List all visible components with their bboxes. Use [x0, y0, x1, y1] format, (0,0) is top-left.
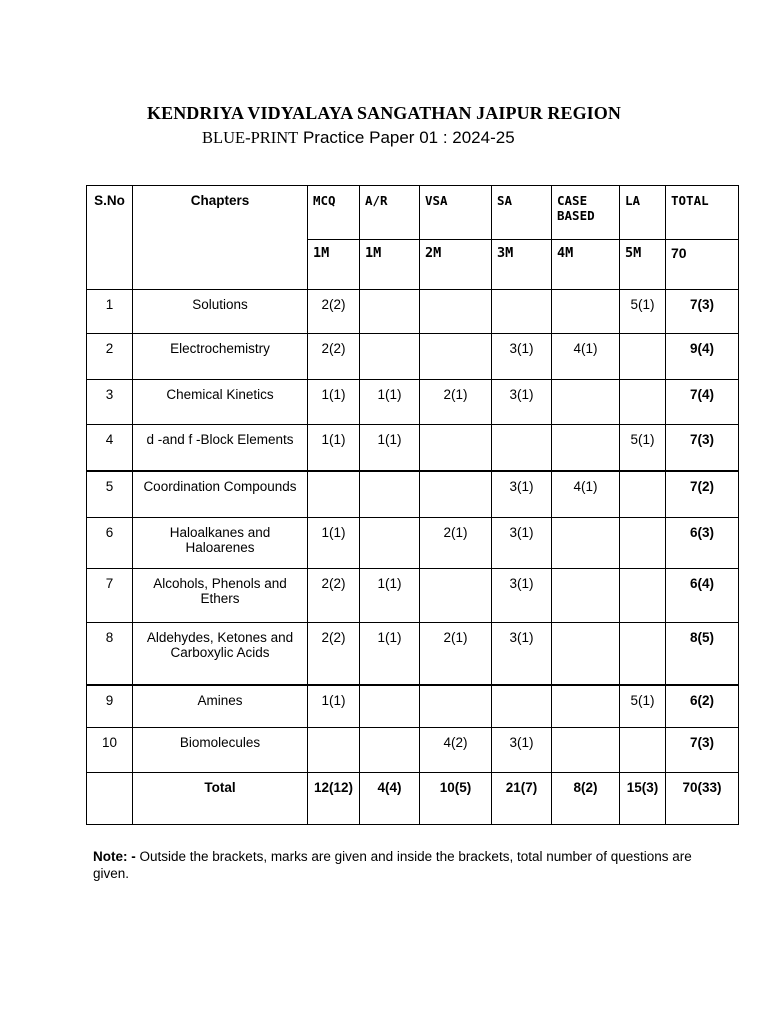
row-vsa: 2(1) — [420, 380, 492, 425]
table-row — [87, 425, 739, 471]
row-ar — [360, 518, 420, 569]
row-total: 7(4) — [666, 380, 739, 425]
row-sno: 3 — [87, 380, 133, 425]
table-row — [87, 290, 739, 334]
row-ar — [360, 685, 420, 728]
row-sa: 3(1) — [492, 380, 552, 425]
row-total: 6(3) — [666, 518, 739, 569]
row-sno: 8 — [87, 623, 133, 685]
row-sa: 3(1) — [492, 623, 552, 685]
row-ar — [360, 334, 420, 380]
row-chapter: Coordination Compounds — [133, 471, 308, 518]
blueprint-table — [86, 185, 739, 825]
marks-mcq: 1M — [308, 240, 360, 290]
row-sno: 6 — [87, 518, 133, 569]
row-la — [620, 623, 666, 685]
row-chapter: Electrochemistry — [133, 334, 308, 380]
row-mcq: 1(1) — [308, 425, 360, 471]
row-case: 4(1) — [552, 471, 620, 518]
marks-vsa: 2M — [420, 240, 492, 290]
row-mcq: 2(2) — [308, 569, 360, 623]
marks-case: 4M — [552, 240, 620, 290]
row-chapter: Haloalkanes and Haloarenes — [133, 518, 308, 569]
row-sno: 5 — [87, 471, 133, 518]
header-ar: A/R — [360, 186, 420, 240]
total-la: 15(3) — [620, 773, 666, 825]
row-sa: 3(1) — [492, 569, 552, 623]
row-sa: 3(1) — [492, 728, 552, 773]
row-vsa — [420, 334, 492, 380]
row-la — [620, 728, 666, 773]
row-sno: 7 — [87, 569, 133, 623]
row-case — [552, 380, 620, 425]
page-subtitle — [202, 128, 515, 148]
header-mcq: MCQ — [308, 186, 360, 240]
marks-total: 70 — [666, 240, 739, 290]
row-case — [552, 623, 620, 685]
table-row — [87, 380, 739, 425]
row-la — [620, 380, 666, 425]
row-sno: 1 — [87, 290, 133, 334]
total-ar: 4(4) — [360, 773, 420, 825]
row-la — [620, 518, 666, 569]
marks-sa: 3M — [492, 240, 552, 290]
row-case — [552, 290, 620, 334]
row-chapter: Biomolecules — [133, 728, 308, 773]
row-la: 5(1) — [620, 425, 666, 471]
row-chapter: d -and f -Block Elements — [133, 425, 308, 471]
table-row — [87, 334, 739, 380]
total-mcq: 12(12) — [308, 773, 360, 825]
header-chapters: Chapters — [133, 186, 308, 290]
row-total: 8(5) — [666, 623, 739, 685]
row-sa: 3(1) — [492, 471, 552, 518]
row-chapter: Amines — [133, 685, 308, 728]
header-la: LA — [620, 186, 666, 240]
row-total: 6(2) — [666, 685, 739, 728]
row-sa — [492, 685, 552, 728]
page-title: KENDRIYA VIDYALAYA SANGATHAN JAIPUR REGION — [147, 103, 621, 123]
row-total: 7(3) — [666, 728, 739, 773]
row-sa: 3(1) — [492, 518, 552, 569]
row-mcq: 1(1) — [308, 518, 360, 569]
row-chapter: Solutions — [133, 290, 308, 334]
row-case — [552, 518, 620, 569]
total-label: Total — [133, 773, 308, 825]
row-mcq — [308, 471, 360, 518]
note-text: Outside the brackets, marks are given and inside the brackets, total number of questions are given. — [93, 849, 692, 881]
marks-ar: 1M — [360, 240, 420, 290]
total-row — [87, 773, 739, 825]
row-mcq: 2(2) — [308, 290, 360, 334]
total-sno-empty — [87, 773, 133, 825]
row-total: 7(2) — [666, 471, 739, 518]
row-ar — [360, 471, 420, 518]
table-row — [87, 623, 739, 685]
row-vsa — [420, 471, 492, 518]
row-total: 7(3) — [666, 290, 739, 334]
subtitle-prefix: BLUE-PRINT — [202, 128, 299, 147]
row-chapter: Aldehydes, Ketones and Carboxylic Acids — [133, 623, 308, 685]
row-ar: 1(1) — [360, 425, 420, 471]
row-ar — [360, 290, 420, 334]
row-case — [552, 425, 620, 471]
row-case — [552, 569, 620, 623]
row-ar: 1(1) — [360, 569, 420, 623]
row-case — [552, 728, 620, 773]
row-sno: 10 — [87, 728, 133, 773]
table-row — [87, 685, 739, 728]
subtitle-rest: Practice Paper 01 : 2024-25 — [298, 128, 515, 147]
row-sno: 2 — [87, 334, 133, 380]
row-ar: 1(1) — [360, 380, 420, 425]
total-sa: 21(7) — [492, 773, 552, 825]
row-la: 5(1) — [620, 290, 666, 334]
row-la — [620, 334, 666, 380]
row-total: 6(4) — [666, 569, 739, 623]
row-chapter: Alcohols, Phenols and Ethers — [133, 569, 308, 623]
row-vsa — [420, 290, 492, 334]
row-vsa — [420, 425, 492, 471]
header-case-based: CASE BASED — [552, 186, 620, 240]
total-case: 8(2) — [552, 773, 620, 825]
row-sno: 4 — [87, 425, 133, 471]
row-case — [552, 685, 620, 728]
header-total: TOTAL — [666, 186, 739, 240]
row-chapter: Chemical Kinetics — [133, 380, 308, 425]
row-sa — [492, 425, 552, 471]
row-la: 5(1) — [620, 685, 666, 728]
row-vsa: 2(1) — [420, 518, 492, 569]
table-row — [87, 471, 739, 518]
note-label: Note: - — [93, 849, 136, 864]
row-sno: 9 — [87, 685, 133, 728]
row-case: 4(1) — [552, 334, 620, 380]
row-mcq — [308, 728, 360, 773]
marks-la: 5M — [620, 240, 666, 290]
header-sno: S.No — [87, 186, 133, 290]
row-vsa — [420, 685, 492, 728]
row-mcq: 1(1) — [308, 380, 360, 425]
table-row — [87, 569, 739, 623]
row-sa — [492, 290, 552, 334]
row-ar: 1(1) — [360, 623, 420, 685]
row-vsa: 4(2) — [420, 728, 492, 773]
row-mcq: 2(2) — [308, 334, 360, 380]
row-sa: 3(1) — [492, 334, 552, 380]
total-total: 70(33) — [666, 773, 739, 825]
header-sa: SA — [492, 186, 552, 240]
row-mcq: 1(1) — [308, 685, 360, 728]
row-vsa — [420, 569, 492, 623]
table-row — [87, 728, 739, 773]
row-ar — [360, 728, 420, 773]
header-row — [87, 186, 739, 240]
header-vsa: VSA — [420, 186, 492, 240]
row-total: 7(3) — [666, 425, 739, 471]
note — [93, 848, 693, 882]
row-mcq: 2(2) — [308, 623, 360, 685]
row-total: 9(4) — [666, 334, 739, 380]
total-vsa: 10(5) — [420, 773, 492, 825]
row-vsa: 2(1) — [420, 623, 492, 685]
row-la — [620, 471, 666, 518]
row-la — [620, 569, 666, 623]
table-row — [87, 518, 739, 569]
